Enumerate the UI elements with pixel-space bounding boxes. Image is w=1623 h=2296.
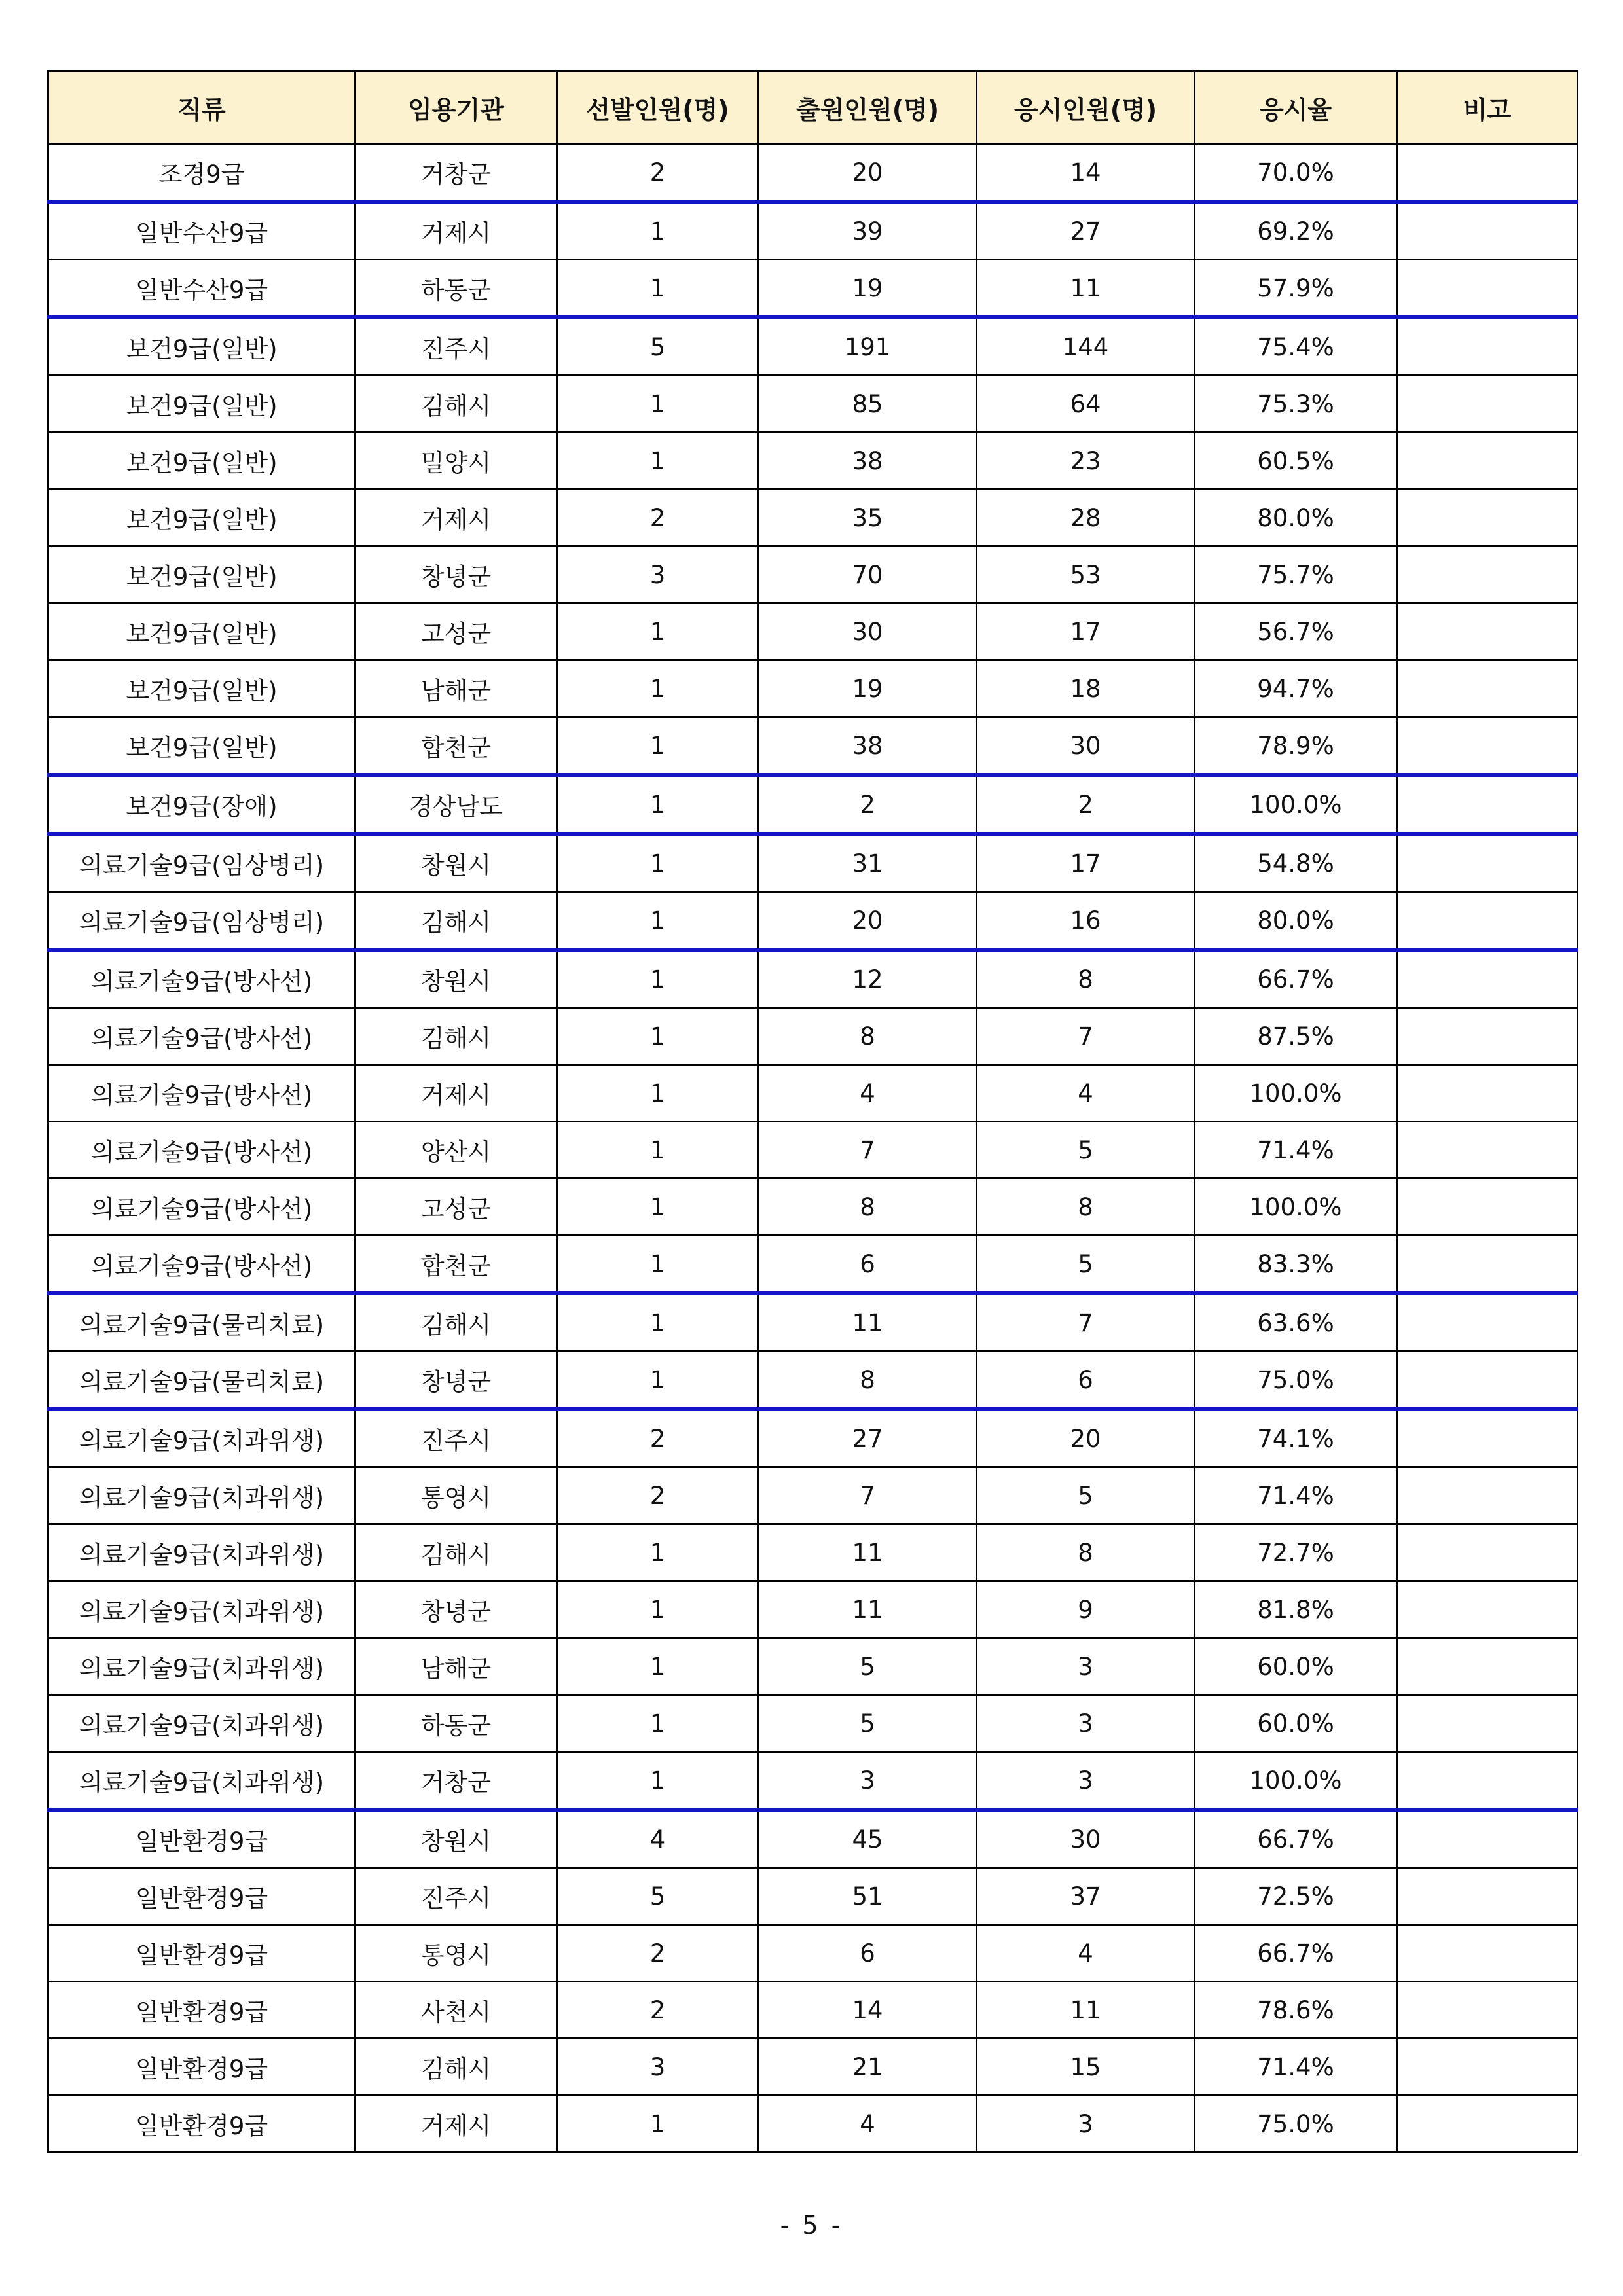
cell-attendance-rate: 80.0%: [1195, 490, 1397, 547]
cell-selected-count: 1: [557, 775, 759, 834]
cell-applicant-count: 38: [759, 433, 977, 490]
cell-selected-count: 1: [557, 603, 759, 660]
table-row: [48, 1008, 1578, 1065]
cell-agency: 김해시: [356, 1524, 557, 1581]
cell-job-class: 보건9급(일반): [48, 547, 356, 603]
cell-selected-count: 1: [557, 892, 759, 950]
cell-examinee-count: 7: [977, 1008, 1195, 1065]
cell-selected-count: 2: [557, 144, 759, 202]
cell-applicant-count: 12: [759, 950, 977, 1008]
cell-selected-count: 1: [557, 433, 759, 490]
cell-agency: 통영시: [356, 1925, 557, 1982]
cell-selected-count: 1: [557, 260, 759, 318]
cell-applicant-count: 19: [759, 660, 977, 717]
cell-job-class: 의료기술9급(치과위생): [48, 1524, 356, 1581]
cell-job-class: 의료기술9급(방사선): [48, 950, 356, 1008]
cell-selected-count: 1: [557, 1638, 759, 1695]
table-row: [48, 1352, 1578, 1410]
cell-job-class: 의료기술9급(임상병리): [48, 892, 356, 950]
cell-attendance-rate: 71.4%: [1195, 1122, 1397, 1179]
cell-selected-count: 5: [557, 317, 759, 376]
cell-remarks: [1397, 1925, 1578, 1982]
cell-attendance-rate: 75.0%: [1195, 2096, 1397, 2153]
cell-applicant-count: 31: [759, 834, 977, 892]
cell-job-class: 의료기술9급(치과위생): [48, 1695, 356, 1752]
cell-agency: 거창군: [356, 144, 557, 202]
cell-job-class: 의료기술9급(방사선): [48, 1065, 356, 1122]
cell-applicant-count: 30: [759, 603, 977, 660]
cell-applicant-count: 85: [759, 376, 977, 433]
cell-remarks: [1397, 490, 1578, 547]
table-row: [48, 1122, 1578, 1179]
cell-attendance-rate: 60.0%: [1195, 1695, 1397, 1752]
cell-applicant-count: 7: [759, 1122, 977, 1179]
table-row: [48, 1065, 1578, 1122]
cell-selected-count: 2: [557, 1467, 759, 1524]
cell-selected-count: 1: [557, 950, 759, 1008]
cell-attendance-rate: 78.6%: [1195, 1982, 1397, 2039]
header-attendance-rate: 응시율: [1195, 71, 1397, 144]
cell-agency: 양산시: [356, 1122, 557, 1179]
cell-applicant-count: 35: [759, 490, 977, 547]
cell-remarks: [1397, 892, 1578, 950]
cell-selected-count: 1: [557, 1352, 759, 1410]
cell-remarks: [1397, 1695, 1578, 1752]
cell-agency: 밀양시: [356, 433, 557, 490]
cell-job-class: 일반수산9급: [48, 202, 356, 260]
cell-remarks: [1397, 1352, 1578, 1410]
cell-attendance-rate: 100.0%: [1195, 1752, 1397, 1810]
table-row: [48, 1236, 1578, 1294]
cell-examinee-count: 3: [977, 1695, 1195, 1752]
cell-examinee-count: 20: [977, 1409, 1195, 1467]
cell-applicant-count: 5: [759, 1695, 977, 1752]
cell-job-class: 조경9급: [48, 144, 356, 202]
cell-applicant-count: 14: [759, 1982, 977, 2039]
cell-remarks: [1397, 1638, 1578, 1695]
cell-remarks: [1397, 1581, 1578, 1638]
cell-remarks: [1397, 1467, 1578, 1524]
cell-agency: 남해군: [356, 1638, 557, 1695]
cell-job-class: 의료기술9급(치과위생): [48, 1581, 356, 1638]
cell-applicant-count: 191: [759, 317, 977, 376]
cell-attendance-rate: 81.8%: [1195, 1581, 1397, 1638]
cell-agency: 고성군: [356, 603, 557, 660]
cell-remarks: [1397, 717, 1578, 776]
cell-attendance-rate: 66.7%: [1195, 1810, 1397, 1868]
cell-remarks: [1397, 775, 1578, 834]
cell-agency: 거제시: [356, 202, 557, 260]
cell-examinee-count: 3: [977, 1752, 1195, 1810]
cell-remarks: [1397, 433, 1578, 490]
cell-attendance-rate: 66.7%: [1195, 950, 1397, 1008]
cell-job-class: 일반환경9급: [48, 2039, 356, 2096]
cell-attendance-rate: 72.7%: [1195, 1524, 1397, 1581]
cell-agency: 고성군: [356, 1179, 557, 1236]
cell-examinee-count: 18: [977, 660, 1195, 717]
cell-attendance-rate: 54.8%: [1195, 834, 1397, 892]
cell-examinee-count: 17: [977, 603, 1195, 660]
cell-job-class: 일반환경9급: [48, 1982, 356, 2039]
cell-applicant-count: 20: [759, 892, 977, 950]
cell-selected-count: 2: [557, 1925, 759, 1982]
cell-selected-count: 3: [557, 547, 759, 603]
cell-examinee-count: 144: [977, 317, 1195, 376]
cell-agency: 창녕군: [356, 1352, 557, 1410]
cell-attendance-rate: 71.4%: [1195, 1467, 1397, 1524]
cell-job-class: 의료기술9급(임상병리): [48, 834, 356, 892]
cell-job-class: 의료기술9급(방사선): [48, 1236, 356, 1294]
cell-job-class: 의료기술9급(방사선): [48, 1008, 356, 1065]
cell-attendance-rate: 83.3%: [1195, 1236, 1397, 1294]
cell-job-class: 일반환경9급: [48, 1810, 356, 1868]
header-examinee-count: 응시인원(명): [977, 71, 1195, 144]
cell-examinee-count: 2: [977, 775, 1195, 834]
cell-remarks: [1397, 660, 1578, 717]
cell-selected-count: 1: [557, 717, 759, 776]
cell-job-class: 의료기술9급(치과위생): [48, 1752, 356, 1810]
cell-applicant-count: 70: [759, 547, 977, 603]
table-row: [48, 1868, 1578, 1925]
cell-attendance-rate: 57.9%: [1195, 260, 1397, 318]
cell-selected-count: 5: [557, 1868, 759, 1925]
cell-agency: 진주시: [356, 317, 557, 376]
cell-remarks: [1397, 950, 1578, 1008]
cell-job-class: 보건9급(일반): [48, 603, 356, 660]
cell-selected-count: 1: [557, 1752, 759, 1810]
cell-remarks: [1397, 1810, 1578, 1868]
cell-agency: 사천시: [356, 1982, 557, 2039]
cell-agency: 김해시: [356, 1293, 557, 1352]
cell-selected-count: 4: [557, 1810, 759, 1868]
cell-remarks: [1397, 1179, 1578, 1236]
cell-job-class: 보건9급(일반): [48, 376, 356, 433]
cell-remarks: [1397, 1868, 1578, 1925]
cell-applicant-count: 4: [759, 2096, 977, 2153]
cell-job-class: 보건9급(일반): [48, 660, 356, 717]
cell-agency: 거제시: [356, 1065, 557, 1122]
cell-agency: 하동군: [356, 260, 557, 318]
cell-examinee-count: 11: [977, 1982, 1195, 2039]
table-row: [48, 547, 1578, 603]
cell-agency: 김해시: [356, 2039, 557, 2096]
cell-selected-count: 1: [557, 1524, 759, 1581]
cell-applicant-count: 45: [759, 1810, 977, 1868]
cell-examinee-count: 4: [977, 1925, 1195, 1982]
cell-agency: 김해시: [356, 892, 557, 950]
cell-job-class: 의료기술9급(치과위생): [48, 1409, 356, 1467]
cell-applicant-count: 8: [759, 1008, 977, 1065]
cell-selected-count: 1: [557, 1293, 759, 1352]
cell-examinee-count: 17: [977, 834, 1195, 892]
cell-applicant-count: 21: [759, 2039, 977, 2096]
cell-examinee-count: 28: [977, 490, 1195, 547]
cell-applicant-count: 4: [759, 1065, 977, 1122]
table-row: [48, 950, 1578, 1008]
table-row: [48, 2096, 1578, 2153]
cell-examinee-count: 30: [977, 717, 1195, 776]
table-row: [48, 775, 1578, 834]
cell-agency: 통영시: [356, 1467, 557, 1524]
cell-applicant-count: 27: [759, 1409, 977, 1467]
cell-applicant-count: 38: [759, 717, 977, 776]
cell-job-class: 일반환경9급: [48, 2096, 356, 2153]
cell-applicant-count: 8: [759, 1352, 977, 1410]
cell-selected-count: 1: [557, 1695, 759, 1752]
header-applicant-count: 출원인원(명): [759, 71, 977, 144]
cell-examinee-count: 14: [977, 144, 1195, 202]
header-remarks: 비고: [1397, 71, 1578, 144]
cell-examinee-count: 16: [977, 892, 1195, 950]
cell-applicant-count: 11: [759, 1524, 977, 1581]
recruitment-table: [47, 70, 1578, 2153]
cell-selected-count: 1: [557, 1008, 759, 1065]
cell-attendance-rate: 75.7%: [1195, 547, 1397, 603]
cell-remarks: [1397, 1524, 1578, 1581]
cell-attendance-rate: 60.5%: [1195, 433, 1397, 490]
cell-applicant-count: 3: [759, 1752, 977, 1810]
cell-agency: 창녕군: [356, 1581, 557, 1638]
table-row: [48, 1179, 1578, 1236]
cell-remarks: [1397, 1236, 1578, 1294]
cell-remarks: [1397, 547, 1578, 603]
cell-job-class: 의료기술9급(치과위생): [48, 1638, 356, 1695]
cell-attendance-rate: 100.0%: [1195, 1179, 1397, 1236]
header-job-class: 직류: [48, 71, 356, 144]
table-row: [48, 202, 1578, 260]
table-body: [48, 144, 1578, 2153]
cell-examinee-count: 6: [977, 1352, 1195, 1410]
cell-remarks: [1397, 1982, 1578, 2039]
cell-examinee-count: 5: [977, 1122, 1195, 1179]
cell-attendance-rate: 75.4%: [1195, 317, 1397, 376]
cell-agency: 합천군: [356, 1236, 557, 1294]
cell-examinee-count: 5: [977, 1236, 1195, 1294]
table-row: [48, 433, 1578, 490]
cell-job-class: 의료기술9급(방사선): [48, 1122, 356, 1179]
cell-agency: 거제시: [356, 2096, 557, 2153]
table-row: [48, 1524, 1578, 1581]
cell-agency: 김해시: [356, 376, 557, 433]
page-number: - 5 -: [780, 2211, 843, 2240]
cell-job-class: 의료기술9급(물리치료): [48, 1352, 356, 1410]
cell-remarks: [1397, 834, 1578, 892]
cell-attendance-rate: 72.5%: [1195, 1868, 1397, 1925]
cell-attendance-rate: 66.7%: [1195, 1925, 1397, 1982]
cell-examinee-count: 37: [977, 1868, 1195, 1925]
cell-remarks: [1397, 317, 1578, 376]
cell-examinee-count: 8: [977, 950, 1195, 1008]
cell-selected-count: 1: [557, 1236, 759, 1294]
cell-examinee-count: 8: [977, 1179, 1195, 1236]
table-row: [48, 1810, 1578, 1868]
header-selected-count: 선발인원(명): [557, 71, 759, 144]
cell-examinee-count: 9: [977, 1581, 1195, 1638]
table-row: [48, 490, 1578, 547]
cell-job-class: 의료기술9급(치과위생): [48, 1467, 356, 1524]
cell-agency: 거제시: [356, 490, 557, 547]
cell-selected-count: 2: [557, 490, 759, 547]
cell-applicant-count: 11: [759, 1293, 977, 1352]
cell-remarks: [1397, 376, 1578, 433]
cell-selected-count: 1: [557, 834, 759, 892]
cell-remarks: [1397, 1293, 1578, 1352]
cell-examinee-count: 53: [977, 547, 1195, 603]
cell-applicant-count: 6: [759, 1236, 977, 1294]
cell-attendance-rate: 56.7%: [1195, 603, 1397, 660]
cell-applicant-count: 8: [759, 1179, 977, 1236]
cell-examinee-count: 23: [977, 433, 1195, 490]
cell-attendance-rate: 60.0%: [1195, 1638, 1397, 1695]
cell-agency: 진주시: [356, 1868, 557, 1925]
cell-agency: 김해시: [356, 1008, 557, 1065]
cell-examinee-count: 8: [977, 1524, 1195, 1581]
cell-agency: 하동군: [356, 1695, 557, 1752]
cell-attendance-rate: 69.2%: [1195, 202, 1397, 260]
cell-job-class: 보건9급(일반): [48, 317, 356, 376]
cell-applicant-count: 39: [759, 202, 977, 260]
table-row: [48, 1581, 1578, 1638]
table-row: [48, 2039, 1578, 2096]
cell-remarks: [1397, 603, 1578, 660]
cell-job-class: 일반수산9급: [48, 260, 356, 318]
cell-agency: 진주시: [356, 1409, 557, 1467]
cell-agency: 거창군: [356, 1752, 557, 1810]
cell-job-class: 의료기술9급(물리치료): [48, 1293, 356, 1352]
cell-applicant-count: 2: [759, 775, 977, 834]
table-row: [48, 892, 1578, 950]
cell-job-class: 보건9급(장애): [48, 775, 356, 834]
cell-examinee-count: 4: [977, 1065, 1195, 1122]
cell-examinee-count: 11: [977, 260, 1195, 318]
cell-remarks: [1397, 1122, 1578, 1179]
cell-applicant-count: 11: [759, 1581, 977, 1638]
cell-selected-count: 1: [557, 376, 759, 433]
cell-selected-count: 3: [557, 2039, 759, 2096]
table-row: [48, 1467, 1578, 1524]
cell-job-class: 의료기술9급(방사선): [48, 1179, 356, 1236]
cell-job-class: 보건9급(일반): [48, 490, 356, 547]
cell-agency: 창원시: [356, 950, 557, 1008]
cell-examinee-count: 27: [977, 202, 1195, 260]
cell-job-class: 보건9급(일반): [48, 717, 356, 776]
cell-agency: 창원시: [356, 834, 557, 892]
table-row: [48, 717, 1578, 776]
cell-job-class: 보건9급(일반): [48, 433, 356, 490]
cell-examinee-count: 30: [977, 1810, 1195, 1868]
cell-remarks: [1397, 1008, 1578, 1065]
cell-remarks: [1397, 2039, 1578, 2096]
cell-attendance-rate: 75.3%: [1195, 376, 1397, 433]
cell-attendance-rate: 100.0%: [1195, 1065, 1397, 1122]
cell-remarks: [1397, 1752, 1578, 1810]
cell-selected-count: 1: [557, 1179, 759, 1236]
cell-examinee-count: 3: [977, 2096, 1195, 2153]
cell-selected-count: 1: [557, 2096, 759, 2153]
cell-job-class: 일반환경9급: [48, 1868, 356, 1925]
cell-selected-count: 1: [557, 1065, 759, 1122]
table-row: [48, 1752, 1578, 1810]
cell-remarks: [1397, 1409, 1578, 1467]
cell-examinee-count: 5: [977, 1467, 1195, 1524]
cell-agency: 창원시: [356, 1810, 557, 1868]
cell-attendance-rate: 63.6%: [1195, 1293, 1397, 1352]
cell-selected-count: 1: [557, 1122, 759, 1179]
table-row: [48, 1982, 1578, 2039]
cell-attendance-rate: 80.0%: [1195, 892, 1397, 950]
cell-attendance-rate: 75.0%: [1195, 1352, 1397, 1410]
cell-applicant-count: 19: [759, 260, 977, 318]
cell-applicant-count: 20: [759, 144, 977, 202]
cell-attendance-rate: 78.9%: [1195, 717, 1397, 776]
cell-attendance-rate: 100.0%: [1195, 775, 1397, 834]
table-row: [48, 834, 1578, 892]
cell-attendance-rate: 70.0%: [1195, 144, 1397, 202]
cell-selected-count: 1: [557, 660, 759, 717]
table-row: [48, 1695, 1578, 1752]
table-row: [48, 1409, 1578, 1467]
cell-agency: 창녕군: [356, 547, 557, 603]
cell-remarks: [1397, 1065, 1578, 1122]
header-agency: 임용기관: [356, 71, 557, 144]
header-row: [48, 71, 1578, 144]
cell-remarks: [1397, 144, 1578, 202]
cell-applicant-count: 6: [759, 1925, 977, 1982]
cell-attendance-rate: 74.1%: [1195, 1409, 1397, 1467]
table-row: [48, 603, 1578, 660]
cell-examinee-count: 64: [977, 376, 1195, 433]
table-row: [48, 317, 1578, 376]
cell-agency: 경상남도: [356, 775, 557, 834]
cell-selected-count: 1: [557, 202, 759, 260]
cell-selected-count: 1: [557, 1581, 759, 1638]
table-row: [48, 260, 1578, 318]
cell-examinee-count: 3: [977, 1638, 1195, 1695]
cell-applicant-count: 51: [759, 1868, 977, 1925]
table-row: [48, 1925, 1578, 1982]
cell-examinee-count: 15: [977, 2039, 1195, 2096]
table-row: [48, 144, 1578, 202]
cell-agency: 남해군: [356, 660, 557, 717]
cell-remarks: [1397, 2096, 1578, 2153]
cell-attendance-rate: 87.5%: [1195, 1008, 1397, 1065]
cell-remarks: [1397, 260, 1578, 318]
table-row: [48, 660, 1578, 717]
cell-attendance-rate: 94.7%: [1195, 660, 1397, 717]
cell-applicant-count: 5: [759, 1638, 977, 1695]
cell-examinee-count: 7: [977, 1293, 1195, 1352]
table-row: [48, 376, 1578, 433]
cell-selected-count: 2: [557, 1982, 759, 2039]
cell-job-class: 일반환경9급: [48, 1925, 356, 1982]
cell-agency: 합천군: [356, 717, 557, 776]
cell-attendance-rate: 71.4%: [1195, 2039, 1397, 2096]
table-row: [48, 1638, 1578, 1695]
cell-selected-count: 2: [557, 1409, 759, 1467]
cell-applicant-count: 7: [759, 1467, 977, 1524]
table-row: [48, 1293, 1578, 1352]
cell-remarks: [1397, 202, 1578, 260]
